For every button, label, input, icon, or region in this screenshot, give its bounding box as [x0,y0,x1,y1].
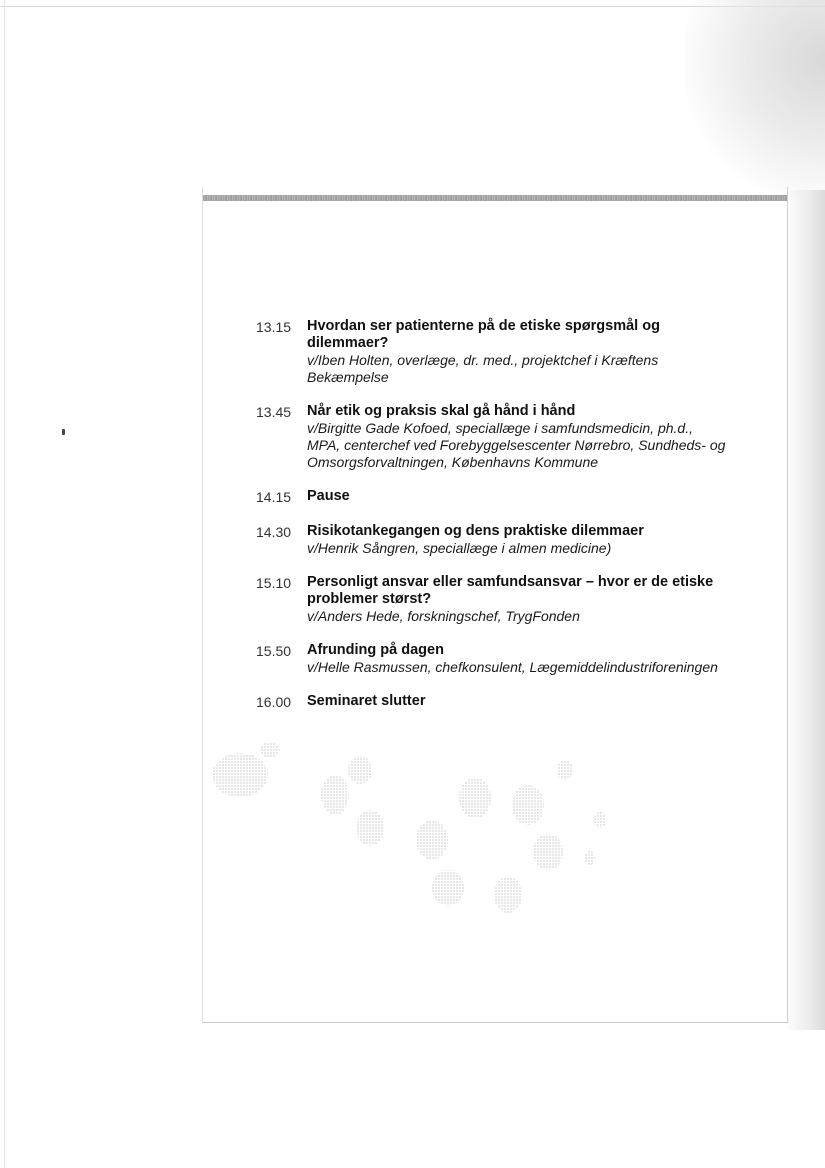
entry-speaker: v/Helle Rasmussen, chefkonsulent, Lægemiddelindustriforeningen [307,659,718,675]
program-entry [256,403,726,471]
entry-body [307,693,726,711]
entry-speaker: v/Birgitte Gade Kofoed, speciallæge i samfundsmedicin, ph.d., MPA, centerchef ved Forebyggelsescenter Nørrebro, Sundheds- og Omsorgsforvaltningen, Københavns Kommune [307,420,726,470]
entry-time: 14.15 [256,489,292,505]
entry-body [307,488,726,506]
entry-speaker: v/Anders Hede, forskningschef, TrygFonden [307,608,580,624]
entry-time: 13.45 [256,404,292,420]
program-entry [256,574,726,625]
scan-speck [62,429,65,435]
program-entry [256,523,726,557]
entry-time: 14.30 [256,524,292,540]
entry-title: Hvordan ser patienterne på de etiske spørgsmål og dilemmaer? [307,318,660,351]
entry-title: Afrunding på dagen [307,642,444,658]
entry-title: Når etik og praksis skal gå hånd i hånd [307,403,576,419]
entry-body [307,642,726,676]
entry-speaker: v/Iben Holten, overlæge, dr. med., projektchef i Kræftens Bekæmpelse [307,352,659,385]
entry-title: Personligt ansvar eller samfundsansvar – hvor er de etiske problemer størst? [307,574,714,607]
scan-shadow-right [785,190,825,1030]
program-list [256,318,726,728]
sheet-top-band [203,195,787,201]
entry-body [307,523,726,557]
program-entry [256,318,726,386]
entry-body [307,574,726,625]
scan-edge-left [4,0,5,1168]
entry-time: 16.00 [256,694,292,710]
entry-title: Seminaret slutter [307,693,426,709]
entry-body [307,318,726,386]
entry-time: 15.50 [256,643,292,659]
entry-title: Risikotankegangen og dens praktiske dilemmaer [307,523,644,539]
stipple-decoration [210,740,630,940]
entry-body [307,403,726,471]
entry-speaker: v/Henrik Sångren, speciallæge i almen medicine) [307,540,612,556]
entry-time: 15.10 [256,575,292,591]
entry-title: Pause [307,488,350,504]
scan-shadow-corner [685,0,825,200]
program-entry [256,488,726,506]
program-entry [256,693,726,711]
program-entry [256,642,726,676]
entry-time: 13.15 [256,319,292,335]
